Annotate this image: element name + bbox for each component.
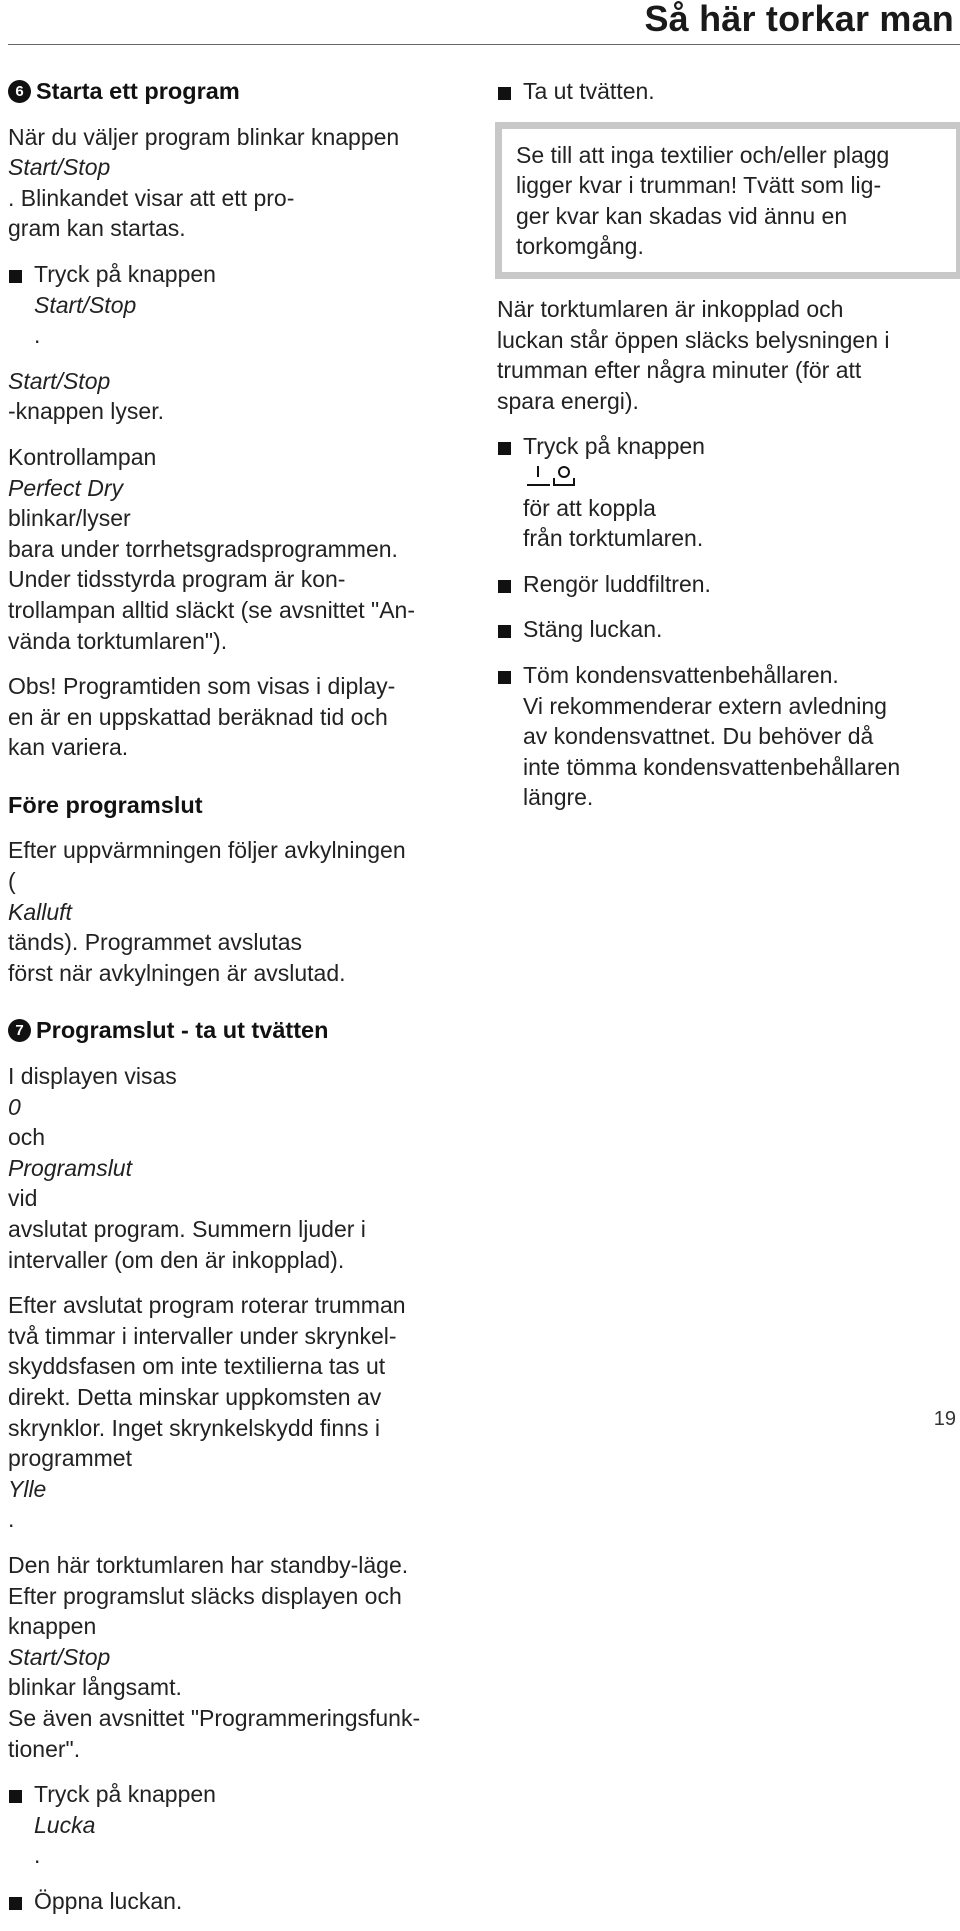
text-segment: Efter avslutat program roterar trumman <box>8 1292 406 1319</box>
text-segment: Den här torktumlaren har standby-läge. <box>8 1551 409 1578</box>
text-segment: vid <box>8 1185 38 1212</box>
bullet-square-icon <box>498 442 511 455</box>
text-line <box>8 534 474 565</box>
text-line <box>523 691 953 722</box>
paragraph-perfect-dry <box>8 442 474 656</box>
text-line <box>8 958 474 989</box>
step-7-heading <box>8 1015 474 1046</box>
text-segment: kan variera. <box>8 734 129 761</box>
italic-text: Start/Stop <box>34 291 137 318</box>
text-line <box>523 76 953 107</box>
text-segment: Töm kondensvattenbehållaren. <box>523 661 839 688</box>
bullet-text <box>523 569 953 600</box>
text-line <box>8 1061 474 1214</box>
italic-text: Kalluft <box>8 898 72 925</box>
text-line <box>8 564 474 595</box>
text-line <box>8 835 474 866</box>
bullet-text <box>523 660 953 813</box>
text-line <box>34 1886 474 1917</box>
bullet-open-door <box>8 1886 474 1917</box>
bullet-square-icon <box>9 270 22 283</box>
text-line <box>516 201 946 232</box>
text-line <box>497 386 953 417</box>
paragraph-display-program-end <box>8 1061 474 1275</box>
text-segment: . <box>8 1506 15 1533</box>
italic-text: Programslut <box>8 1154 132 1181</box>
text-segment: intervaller (om den är inkopplad). <box>8 1246 345 1273</box>
text-line <box>523 752 953 783</box>
text-segment: avslutat program. Summern ljuder i <box>8 1216 366 1242</box>
text-segment: längre. <box>523 784 594 811</box>
text-line <box>523 660 953 691</box>
text-segment: bara under torrhetsgradsprogrammen. <box>8 535 398 562</box>
header-divider <box>8 44 960 45</box>
bullet-square-icon <box>498 671 511 684</box>
text-segment: gram kan startas. <box>8 215 186 242</box>
italic-text: Start/Stop <box>8 154 111 181</box>
text-line <box>8 1214 474 1245</box>
paragraph-drum-light <box>497 294 953 416</box>
text-segment: Stäng luckan. <box>523 616 663 643</box>
warning-box <box>495 122 960 279</box>
bullet-text <box>523 76 953 107</box>
text-segment: ( <box>8 868 16 895</box>
italic-text: Ylle <box>8 1475 47 1502</box>
on-off-button-icon <box>526 465 578 487</box>
bullet-press-door-button <box>8 1779 474 1871</box>
text-segment: Se även avsnittet "Programmeringsfunk- <box>8 1704 421 1731</box>
right-column <box>497 76 953 828</box>
bullet-clean-lint-filters <box>497 569 953 600</box>
step-6-heading <box>8 76 474 107</box>
bullet-square-icon <box>9 1790 22 1803</box>
page-header-title: Så här torkar man <box>644 0 954 39</box>
bullet-square-icon <box>498 580 511 593</box>
text-segment: tänds). Programmet avslutas <box>8 929 303 956</box>
text-segment: torkomgång. <box>516 233 644 260</box>
text-segment: tioner". <box>8 1735 81 1762</box>
bullet-text <box>523 431 953 553</box>
text-line <box>8 1351 474 1382</box>
step-7-title: Programslut - ta ut tvätten <box>36 1017 329 1044</box>
text-segment: -knappen lyser. <box>8 398 164 425</box>
bullet-square-icon <box>9 1897 22 1910</box>
text-line <box>8 1382 474 1413</box>
text-segment: Rengör luddfiltren. <box>523 570 711 597</box>
text-segment: . <box>34 322 41 349</box>
text-line <box>8 122 474 153</box>
text-line <box>523 523 953 554</box>
text-segment: Öppna luckan. <box>34 1887 183 1914</box>
text-segment: av kondensvattnet. Du behöver då <box>523 723 874 750</box>
text-line <box>523 614 953 645</box>
text-segment: från torktumlaren. <box>523 525 704 552</box>
text-segment: trumman efter några minuter (för att <box>497 357 862 384</box>
paragraph-select-program <box>8 122 474 244</box>
paragraph-cooling <box>8 835 474 988</box>
text-line <box>8 1290 474 1321</box>
text-line <box>34 259 474 351</box>
text-segment: luckan står öppen släcks belysningen i <box>497 326 890 353</box>
text-segment: inte tömma kondensvattenbehållaren <box>523 753 901 780</box>
text-line <box>8 213 474 244</box>
text-segment: När du väljer program blinkar knappen <box>8 123 400 150</box>
text-line <box>8 1703 474 1734</box>
text-segment: Tryck på knappen <box>34 1781 216 1808</box>
text-line <box>8 732 474 763</box>
left-column <box>8 76 474 1931</box>
text-line <box>8 626 474 657</box>
step-number-badge: 7 <box>8 1019 31 1042</box>
bullet-square-icon <box>498 87 511 100</box>
text-line <box>523 782 953 813</box>
text-segment: blinkar/lyser <box>8 505 131 532</box>
text-segment: knappen <box>8 1613 97 1640</box>
paragraph-standby <box>8 1550 474 1764</box>
text-line <box>523 569 953 600</box>
italic-text: Lucka <box>34 1811 96 1838</box>
text-line <box>8 1550 474 1581</box>
step-number-badge: 6 <box>8 80 31 103</box>
bullet-text <box>34 259 474 351</box>
text-line <box>8 595 474 626</box>
text-line <box>497 294 953 325</box>
text-segment: Under tidsstyrda program är kon- <box>8 566 346 593</box>
text-segment: ger kvar kan skadas vid ännu en <box>516 202 848 229</box>
bullet-text <box>523 614 953 645</box>
step-6-title: Starta ett program <box>36 78 240 104</box>
subheading-before-program-end: Före programslut <box>8 791 203 818</box>
text-line <box>8 1581 474 1612</box>
text-line <box>8 1443 474 1535</box>
text-segment: I displayen visas <box>8 1063 177 1090</box>
text-segment: Efter uppvärmningen följer avkylningen <box>8 837 406 864</box>
text-segment: två timmar i intervaller under skrynkel- <box>8 1322 397 1349</box>
text-line <box>8 866 474 958</box>
text-segment: blinkar långsamt. <box>8 1674 182 1701</box>
text-segment: Tryck på knappen <box>34 260 216 287</box>
bullet-square-icon <box>498 625 511 638</box>
italic-text: 0 <box>8 1093 21 1120</box>
bullet-remove-laundry <box>497 76 953 107</box>
text-segment: Ta ut tvätten. <box>523 78 655 104</box>
paragraph-start-stop-lit <box>8 366 474 427</box>
text-line <box>8 152 474 213</box>
text-line <box>516 170 946 201</box>
text-segment: vända torktumlaren"). <box>8 627 228 654</box>
text-segment: Tryck på knappen <box>523 433 705 460</box>
text-segment: Efter programslut släcks displayen och <box>8 1582 402 1609</box>
text-segment: När torktumlaren är inkopplad och <box>497 295 844 322</box>
text-line <box>8 1611 474 1703</box>
bullet-switch-off <box>497 431 953 553</box>
text-segment: först när avkylningen är avslutad. <box>8 959 346 986</box>
bullet-press-start-stop <box>8 259 474 351</box>
bullet-empty-container <box>497 660 953 813</box>
text-segment: . <box>34 1842 41 1869</box>
text-line <box>34 1779 474 1871</box>
text-line <box>497 325 953 356</box>
text-segment: Obs! Programtiden som visas i diplay- <box>8 673 396 700</box>
text-line <box>8 671 474 702</box>
text-line <box>8 1321 474 1352</box>
text-line <box>8 1245 474 1276</box>
text-line <box>8 1413 474 1444</box>
paragraph-note-program-time <box>8 671 474 763</box>
text-line <box>523 431 953 523</box>
text-line <box>8 366 474 427</box>
italic-text: Start/Stop <box>8 1643 111 1670</box>
bullet-text <box>34 1886 474 1917</box>
bullet-close-door <box>497 614 953 645</box>
text-segment: och <box>8 1124 46 1151</box>
text-segment: för att koppla <box>523 494 656 521</box>
text-line <box>523 721 953 752</box>
text-line <box>8 1734 474 1765</box>
text-segment: Kontrollampan <box>8 443 157 470</box>
text-segment: trollampan alltid släckt (se avsnittet "An- <box>8 596 415 623</box>
text-segment: direkt. Detta minskar uppkomsten av <box>8 1383 382 1410</box>
text-line <box>516 140 946 171</box>
text-line <box>516 231 946 262</box>
italic-text: Perfect Dry <box>8 474 124 501</box>
bullet-text <box>34 1779 474 1871</box>
text-segment: ligger kvar i trumman! Tvätt som lig- <box>516 172 882 199</box>
page-number: 19 <box>933 1408 956 1430</box>
text-segment: spara energi). <box>497 387 639 414</box>
italic-text: Start/Stop <box>8 367 111 394</box>
text-line <box>8 702 474 733</box>
text-segment: programmet <box>8 1445 132 1472</box>
text-line <box>497 355 953 386</box>
paragraph-anti-crease <box>8 1290 474 1535</box>
text-segment: en är en uppskattad beräknad tid och <box>8 703 388 730</box>
text-segment: Vi rekommenderar extern avledning <box>523 692 887 719</box>
text-segment: skrynklor. Inget skrynkelskydd finns i <box>8 1414 380 1441</box>
text-segment: Se till att inga textilier och/eller plagg <box>516 141 890 168</box>
text-line <box>8 442 474 534</box>
text-segment: skyddsfasen om inte textilierna tas ut <box>8 1353 386 1380</box>
text-segment: . Blinkandet visar att ett pro- <box>8 184 295 211</box>
